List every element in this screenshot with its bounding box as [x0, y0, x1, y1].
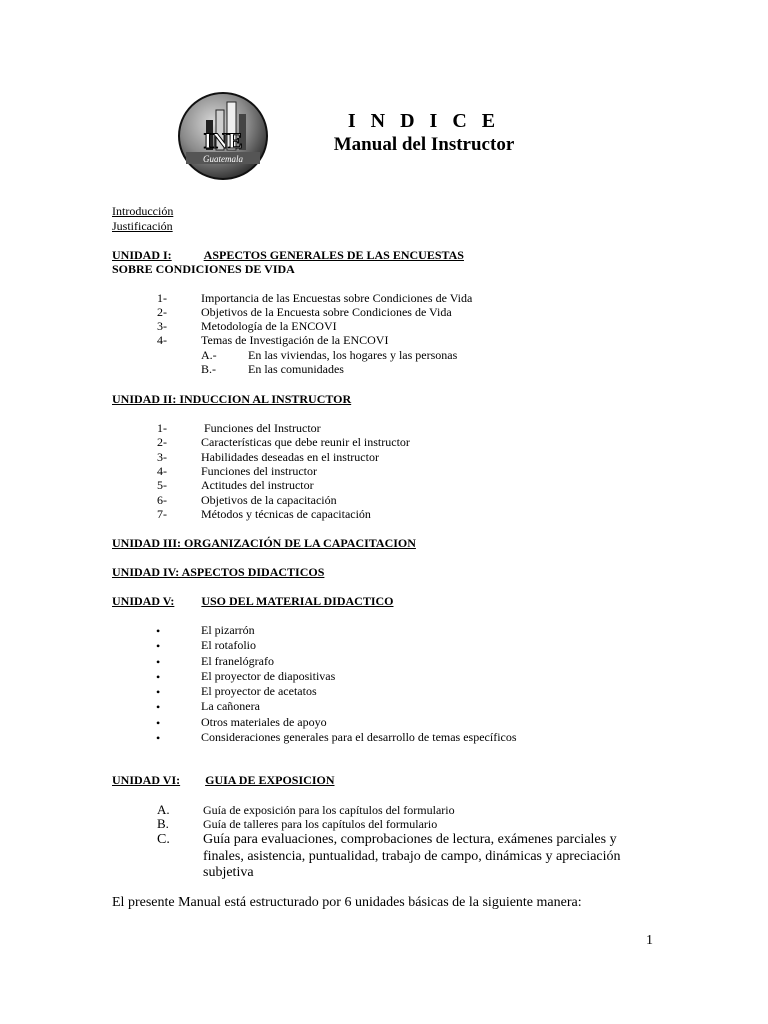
unit2-item: Objetivos de la capacitación: [201, 493, 337, 507]
unit5-item: Otros materiales de apoyo: [201, 715, 327, 729]
unit1-item-num: 3-: [157, 319, 167, 333]
unit1-subitem: En las comunidades: [248, 362, 344, 376]
unit2-item-num: 1-: [157, 421, 167, 435]
unit1-heading-title: ASPECTOS GENERALES DE LAS ENCUESTAS: [203, 248, 464, 262]
unit1-heading-label: UNIDAD I:: [112, 248, 172, 262]
bullet: •: [156, 670, 161, 684]
unit1-item: Objetivos de la Encuesta sobre Condiciones de Vida: [201, 305, 452, 319]
unit1-item-num: 4-: [157, 333, 167, 347]
unit6-item-num: C.: [157, 832, 170, 847]
unit4-heading: UNIDAD IV: ASPECTOS DIDACTICOS: [112, 565, 325, 579]
unit2-item-num: 6-: [157, 493, 167, 507]
bullet: •: [156, 639, 161, 653]
unit6-item-cont: subjetiva: [203, 865, 254, 880]
logo-subtext: Guatemala: [203, 154, 243, 164]
unit6-item-num: A.: [157, 802, 170, 817]
unit5-item: El proyector de diapositivas: [201, 669, 336, 683]
unit5-item: La cañonera: [201, 699, 260, 713]
unit6-heading-label: UNIDAD VI:: [112, 773, 181, 787]
unit1-subitem-num: A.-: [201, 348, 217, 362]
page-number: 1: [646, 933, 653, 948]
logo-text: INE: [203, 128, 243, 153]
unit2-heading: UNIDAD II: INDUCCION AL INSTRUCTOR: [112, 392, 352, 406]
unit6-item: Guía de talleres para los capítulos del formulario: [203, 817, 438, 831]
bullet: •: [156, 700, 161, 714]
unit5-heading-label: UNIDAD V:: [112, 594, 175, 608]
unit2-item: Habilidades deseadas en el instructor: [201, 450, 379, 464]
unit2-item-num: 7-: [157, 507, 167, 521]
unit5-item: El pizarrón: [201, 623, 255, 637]
unit1-heading: [112, 248, 464, 262]
page-title: I N D I C E: [347, 110, 501, 132]
bullet: •: [156, 655, 161, 669]
unit1-subitem-num: B.-: [201, 362, 216, 376]
unit1-item-num: 2-: [157, 305, 167, 319]
unit6-item-num: B.: [157, 816, 169, 831]
unit6-item: Guía de exposición para los capítulos del formulario: [203, 803, 455, 817]
unit1-item: Importancia de las Encuestas sobre Condiciones de Vida: [201, 291, 473, 305]
unit1-item-num: 1-: [157, 291, 167, 305]
unit1-subitem: En las viviendas, los hogares y las personas: [248, 348, 458, 362]
unit6-item-cont: finales, asistencia, puntualidad, trabajo de campo, dinámicas y apreciación: [203, 849, 621, 864]
unit5-item: El franelógrafo: [201, 654, 274, 668]
unit5-item: El rotafolio: [201, 638, 256, 652]
unit5-item: El proyector de acetatos: [201, 684, 317, 698]
unit1-item: Metodología de la ENCOVI: [201, 319, 337, 333]
unit2-item: Métodos y técnicas de capacitación: [201, 507, 371, 521]
unit5-heading: [112, 594, 394, 608]
bullet: •: [156, 685, 161, 699]
unit1-heading-cont: SOBRE CONDICIONES DE VIDA: [112, 262, 295, 276]
unit2-item: Actitudes del instructor: [201, 478, 314, 492]
unit6-heading-title: GUIA DE EXPOSICION: [205, 773, 335, 787]
unit5-heading-title: USO DEL MATERIAL DIDACTICO: [201, 594, 394, 608]
bullet: •: [156, 624, 161, 638]
unit2-item-num: 4-: [157, 464, 167, 478]
unit2-item-num: 2-: [157, 435, 167, 449]
unit5-item: Consideraciones generales para el desarrollo de temas específicos: [201, 730, 517, 744]
toc-introduccion[interactable]: Introducción: [112, 204, 174, 218]
unit3-heading: UNIDAD III: ORGANIZACIÓN DE LA CAPACITACION: [112, 536, 416, 550]
unit2-item-num: 3-: [157, 450, 167, 464]
bullet: •: [156, 731, 161, 745]
bullet: •: [156, 716, 161, 730]
unit2-item-num: 5-: [157, 478, 167, 492]
unit6-heading: [112, 773, 334, 787]
unit2-item: Funciones del instructor: [201, 464, 317, 478]
unit2-item: Características que debe reunir el instructor: [201, 435, 410, 449]
unit1-item: Temas de Investigación de la ENCOVI: [201, 333, 389, 347]
page-subtitle: Manual del Instructor: [333, 134, 515, 155]
closing-paragraph: El presente Manual está estructurado por 6 unidades básicas de la siguiente manera:: [112, 895, 582, 910]
unit2-item: Funciones del Instructor: [204, 421, 321, 435]
unit6-item: Guía para evaluaciones, comprobaciones de lectura, exámenes parciales y: [203, 832, 617, 847]
toc-justificacion[interactable]: Justificación: [112, 219, 173, 233]
